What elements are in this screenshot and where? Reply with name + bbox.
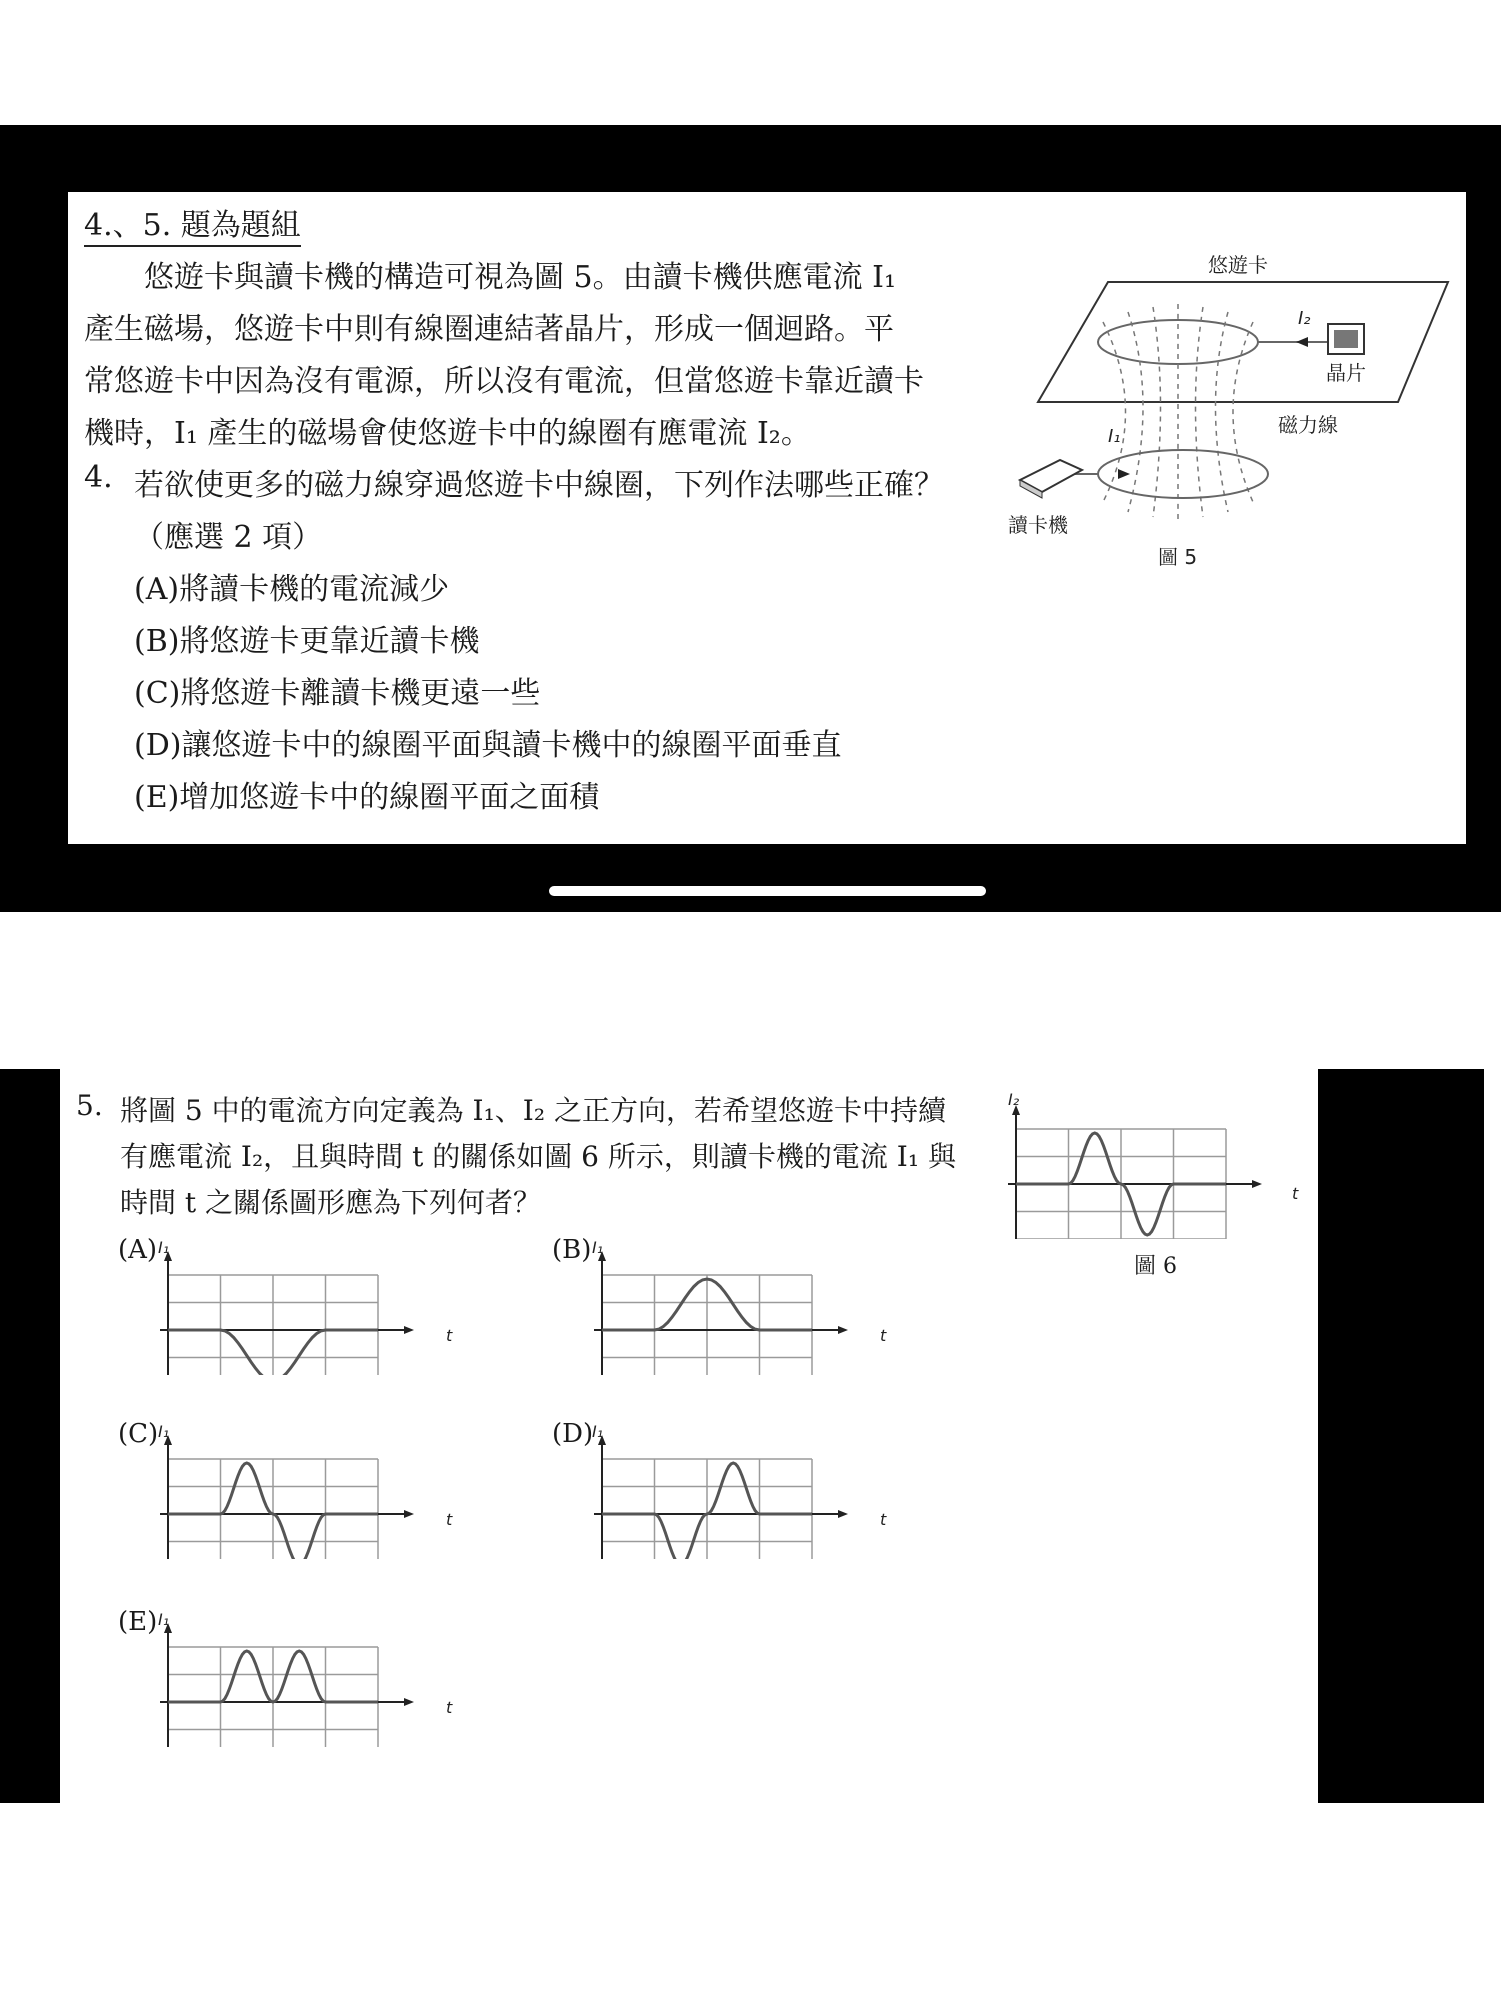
x-axis-label: t	[880, 1326, 887, 1345]
graph-body	[594, 1251, 848, 1375]
option-a[interactable]: (A)將讀卡機的電流減少	[134, 572, 450, 607]
q5-stem-line: 將圖 5 中的電流方向定義為 I₁、I₂ 之正方向，若希望悠遊卡中持續	[120, 1094, 946, 1127]
x-axis-arrow	[404, 1510, 414, 1518]
current2-label: I₂	[1298, 308, 1311, 329]
q4-number: 4.	[84, 460, 113, 495]
option-b[interactable]: (B)將悠遊卡更靠近讀卡機	[134, 624, 480, 659]
x-axis-arrow	[404, 1698, 414, 1706]
graph-body	[1008, 1105, 1262, 1239]
figure-6	[1006, 1089, 1306, 1289]
graph-body	[160, 1435, 414, 1559]
graph-body	[594, 1435, 848, 1559]
graph-d	[552, 1419, 912, 1559]
option-letter: (E)	[118, 1607, 158, 1637]
q4-stem: 若欲使更多的磁力線穿過悠遊卡中線圈，下列作法哪些正確？	[134, 468, 944, 503]
figure-5	[1008, 252, 1458, 572]
option-graph-d[interactable]	[552, 1419, 912, 1559]
x-axis-arrow	[404, 1326, 414, 1334]
x-axis-label: t	[446, 1510, 453, 1529]
bottom-frame-left	[0, 1069, 60, 1803]
x-axis-arrow	[1252, 1180, 1262, 1188]
q4-note: （應選 2 項）	[134, 520, 323, 555]
x-axis-label: t	[446, 1698, 453, 1717]
x-axis-label: t	[880, 1510, 887, 1529]
current1-label: I₁	[1108, 426, 1121, 447]
group-title: 4.、5. 題為題組	[84, 200, 301, 247]
reader-device	[1020, 460, 1082, 498]
y-axis-label: I₁	[592, 1238, 604, 1257]
field-label: 磁力線	[1278, 413, 1338, 437]
intro-line: 常悠遊卡中因為沒有電源，所以沒有電流，但當悠遊卡靠近讀卡	[84, 364, 924, 399]
card-label: 悠遊卡	[1208, 253, 1268, 277]
option-letter: (C)	[118, 1419, 159, 1449]
y-axis-label: I₂	[1008, 1090, 1020, 1109]
top-page	[68, 192, 1466, 844]
bottom-page	[60, 1069, 1318, 1803]
x-axis-label: t	[1292, 1184, 1299, 1203]
graph-body	[160, 1251, 414, 1375]
graph-body	[160, 1623, 414, 1747]
option-graph-c[interactable]	[118, 1419, 478, 1559]
x-axis-arrow	[838, 1510, 848, 1518]
intro-line: 產生磁場，悠遊卡中則有線圈連結著晶片，形成一個迴路。平	[84, 312, 894, 347]
reader-label: 讀卡機	[1008, 513, 1068, 537]
x-axis-arrow	[838, 1326, 848, 1334]
y-axis-label: I₁	[158, 1422, 170, 1441]
intro-line: 機時，I₁ 產生的磁場會使悠遊卡中的線圈有應電流 I₂。	[84, 416, 811, 451]
graph-a	[118, 1235, 478, 1375]
q5-stem-line: 有應電流 I₂，且與時間 t 的關係如圖 6 所示，則讀卡機的電流 I₁ 與	[120, 1140, 956, 1173]
x-axis-label: t	[446, 1326, 453, 1345]
y-axis-label: I₁	[158, 1238, 170, 1257]
option-graph-b[interactable]	[552, 1235, 912, 1375]
option-e[interactable]: (E)增加悠遊卡中的線圈平面之面積	[134, 780, 600, 815]
y-axis-label: I₁	[158, 1610, 170, 1629]
bottom-frame-right	[1318, 1069, 1484, 1803]
intro-line: 悠遊卡與讀卡機的構造可視為圖 5。由讀卡機供應電流 I₁	[144, 260, 897, 295]
option-c[interactable]: (C)將悠遊卡離讀卡機更遠一些	[134, 676, 541, 711]
y-axis-label: I₁	[592, 1422, 604, 1441]
figure6-caption: 圖 6	[1134, 1254, 1177, 1279]
option-letter: (B)	[552, 1235, 592, 1265]
graph-e	[118, 1607, 478, 1747]
figure6-graph	[1006, 1089, 1306, 1239]
option-letter: (D)	[552, 1419, 594, 1449]
figure5-caption: 圖 5	[1158, 545, 1198, 569]
graph-c	[118, 1419, 478, 1559]
q5-stem-line: 時間 t 之關係圖形應為下列何者？	[120, 1186, 542, 1219]
option-graph-a[interactable]	[118, 1235, 478, 1375]
chip-label: 晶片	[1326, 361, 1366, 385]
home-indicator[interactable]	[549, 886, 986, 896]
option-d[interactable]: (D)讓悠遊卡中的線圈平面與讀卡機中的線圈平面垂直	[134, 728, 842, 763]
option-letter: (A)	[118, 1235, 158, 1265]
graph-b	[552, 1235, 912, 1375]
option-graph-e[interactable]	[118, 1607, 478, 1747]
q5-number: 5.	[76, 1089, 103, 1122]
card-plane	[1038, 282, 1448, 402]
